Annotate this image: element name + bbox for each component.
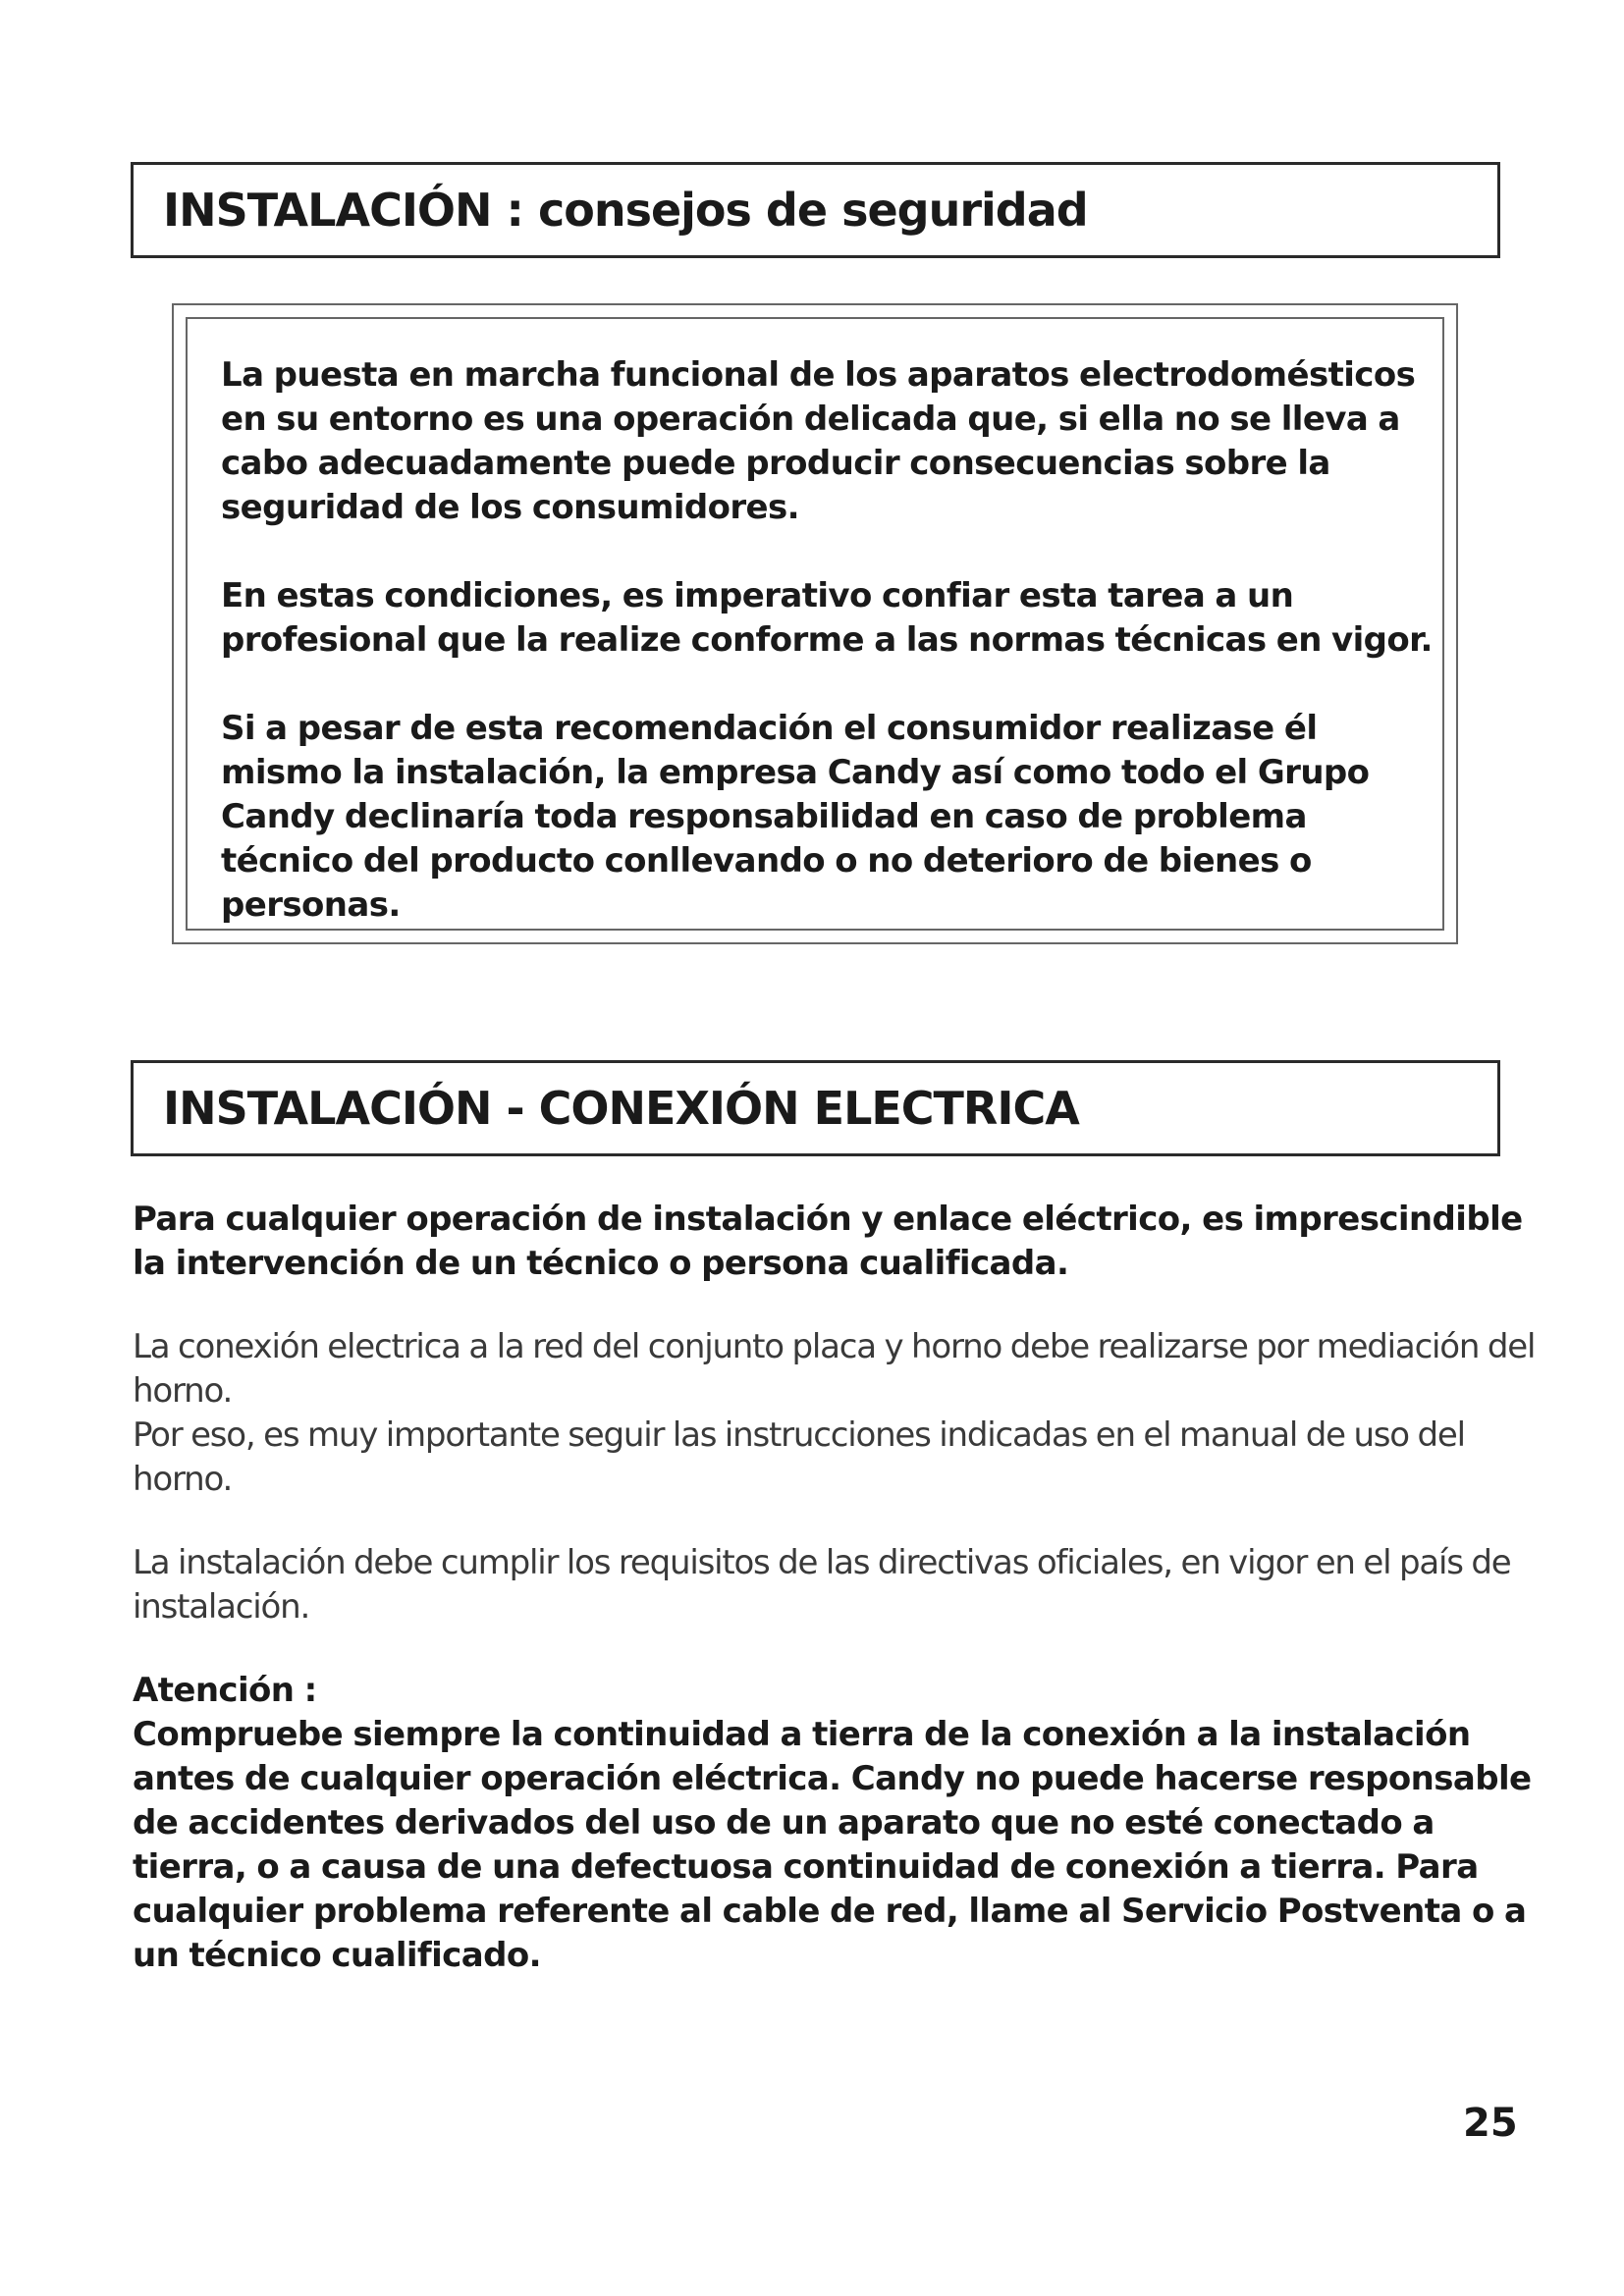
attention-label: Atención : [133,1671,317,1710]
section-title-safety: INSTALACIÓN : consejos de seguridad [163,184,1088,237]
safety-paragraph-2: En estas condiciones, es imperativo confiar esta tarea a un profesional que la realize conforme a las normas técnicas en vigor. [221,576,1433,660]
section-title-box-safety [131,162,1500,258]
attention-text: Compruebe siempre la continuidad a tierra de la conexión a la instalación antes de cualquier operación eléctrica. Candy no puede hacerse responsable de accidentes derivados del uso de un aparato que no esté conectado a tierra, o a causa de una defectuosa continuidad de conexión a tierra. Para cualquier problema referente al cable de red, llame al Servicio Postventa o a un técnico cualificado. [133,1715,1532,1975]
safety-notice-box [186,317,1444,931]
page-number: 25 [1463,2101,1518,2146]
safety-notice-frame [172,303,1458,944]
body-paragraph-3: La instalación debe cumplir los requisitos de las directivas oficiales, en vigor en el país de instalación. [133,1543,1511,1627]
section-title-electrical: INSTALACIÓN - CONEXIÓN ELECTRICA [163,1082,1079,1135]
body-paragraph-2: Por eso, es muy importante seguir las instrucciones indicadas en el manual de uso del horno. [133,1415,1465,1499]
body-paragraph-1: La conexión electrica a la red del conjunto placa y horno debe realizarse por mediación del horno. [133,1327,1536,1411]
section-title-box-electrical [131,1060,1500,1156]
electrical-connection-body [133,1198,1546,1978]
safety-paragraph-1: La puesta en marcha funcional de los aparatos electrodomésticos en su entorno es una operación delicada que, si ella no se lleva a cabo adecuadamente puede producir consecuencias sobre la seguridad de los consumidores. [221,355,1416,527]
intro-bold-paragraph: Para cualquier operación de instalación y enlace eléctrico, es imprescindible la intervención de un técnico o persona cualificada. [133,1200,1523,1283]
safety-paragraph-3: Si a pesar de esta recomendación el consumidor realizase él mismo la instalación, la empresa Candy así como todo el Grupo Candy declinaría toda responsabilidad en caso de problema técnico del producto conllevando o no deterioro de bienes o personas. [221,709,1370,925]
